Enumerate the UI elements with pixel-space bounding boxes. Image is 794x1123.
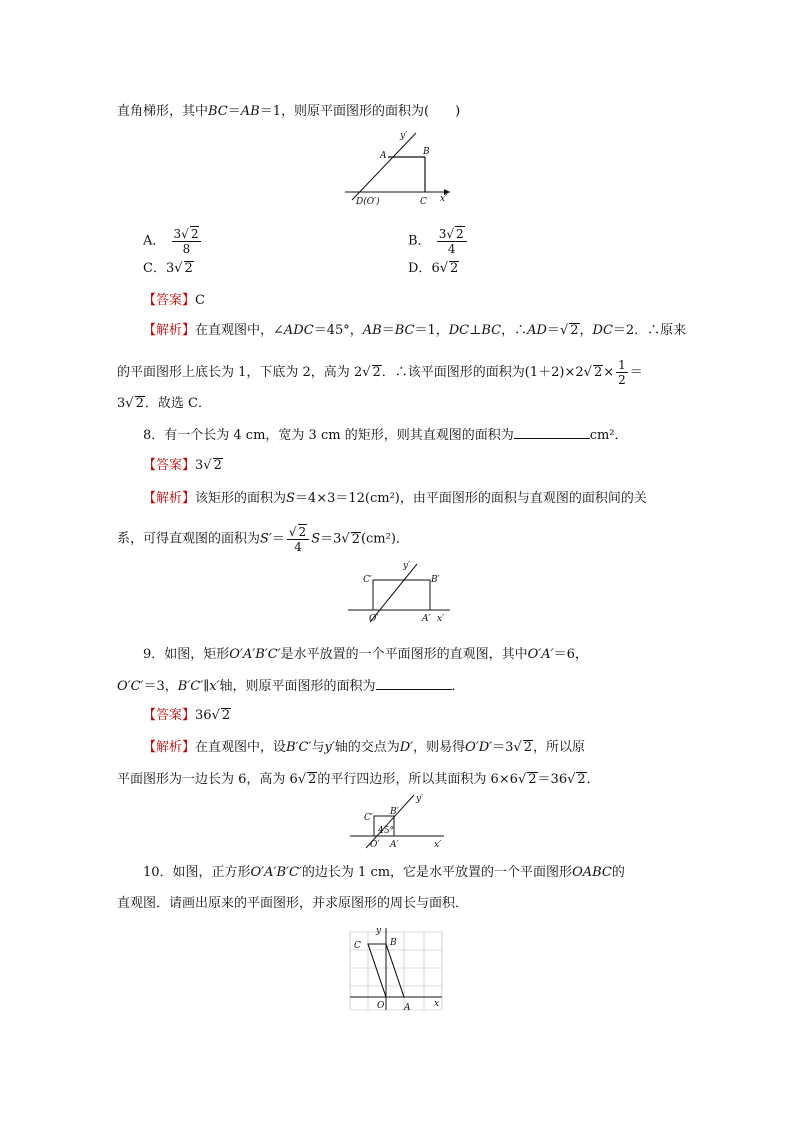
axis-label-y: y′ — [416, 794, 424, 804]
var: O′D′ — [465, 740, 493, 755]
point-label-b: B — [423, 147, 430, 157]
axis-label-x: x′ — [437, 614, 445, 624]
denominator: 2 — [618, 373, 626, 387]
point-label-a: A — [404, 1003, 411, 1013]
var: BC — [208, 104, 228, 119]
text: 3 — [117, 396, 126, 411]
coef: 36 — [195, 708, 212, 723]
coef: 3 — [173, 227, 182, 241]
q7-analysis-line2: 的平面图形上底长为 1，下底为 2，高为 2√ 2．∴该平面图形的面积为(1＋2)×2√ 2× $\frac{1}{2}$ ＝ — [117, 358, 643, 387]
text: ．故选 C． — [144, 396, 211, 411]
text: ⊥ — [469, 323, 482, 338]
figure-q10-original — [346, 924, 446, 1014]
coef: 3 — [195, 458, 204, 473]
text: 直角梯形，其中 — [117, 104, 209, 119]
answer-blank — [514, 426, 590, 439]
text: 轴的交点为 — [334, 740, 400, 755]
text: ＝36 — [537, 772, 568, 787]
text: ∥ — [203, 679, 210, 694]
var: B′C′ — [286, 740, 312, 755]
text: ＝1， — [414, 323, 449, 338]
point-label-a: A′ — [422, 614, 431, 624]
figure-q10-square — [348, 792, 448, 852]
radicand: 2 — [528, 772, 537, 787]
radicand: 2 — [308, 772, 317, 787]
radicand: 2 — [298, 525, 307, 539]
var: BC — [394, 323, 415, 338]
text: 与 — [311, 740, 325, 755]
option-label: A． — [143, 233, 166, 249]
q10-question-line1 — [143, 864, 625, 882]
text: 该矩形的面积为 — [195, 491, 287, 506]
q9-answer: 【答案】36√ 2 — [143, 708, 231, 723]
radicand: 2 — [456, 227, 464, 241]
text: 的平面图形上底长为 1，下底为 2，高为 2 — [117, 365, 363, 380]
radicand: 2 — [351, 531, 360, 547]
answer-tag: 【答案】 — [143, 708, 196, 723]
q8-analysis-line2: 系，可得直观图的面积为S′＝ $\frac{√ 2}{4}$ S＝3√ 2(cm²)． — [117, 525, 409, 554]
var: O′A′B′C′ — [229, 647, 281, 662]
var: S — [286, 491, 295, 506]
text: 10．如图，正方形 — [143, 865, 251, 880]
var: O′A′ — [527, 647, 554, 662]
option-a — [143, 226, 203, 256]
denominator: 4 — [294, 540, 302, 554]
point-label-a: A — [380, 151, 387, 161]
q8-answer: 【答案】3√ 2 — [143, 458, 222, 473]
point-label-d: D(O′) — [356, 197, 380, 207]
q7-analysis-line1: 【解析】在直观图中，∠ADC＝45°，AB＝BC＝1，DC⊥BC，∴AD＝√ 2，DC＝2．∴原来 — [143, 323, 687, 338]
text: ＝3 — [320, 531, 342, 547]
text: 直观图．请画出原来的平面图形，并求原图形的周长与面积． — [117, 896, 469, 911]
var: y′ — [324, 740, 335, 755]
option-label: D． — [408, 261, 432, 276]
denominator: 4 — [447, 242, 456, 256]
axis-label-x: x — [434, 999, 440, 1009]
q9-question-line1 — [143, 646, 588, 664]
point-label-c: C′ — [363, 575, 372, 585]
coef: 3 — [165, 261, 175, 276]
axis-label-x: x′ — [440, 194, 448, 204]
axis-label-y: y′ — [400, 131, 408, 141]
radicand: 2 — [184, 261, 193, 276]
fraction: $\frac{3√ 2}{8}$ — [172, 226, 202, 256]
text: ＝ — [629, 365, 643, 380]
point-label-b: B′ — [390, 807, 399, 817]
q7-intro — [117, 103, 460, 121]
axis-label-y: y′ — [403, 561, 411, 571]
answer-tag: 【答案】 — [143, 293, 196, 308]
text: ＝2．∴原来 — [612, 323, 687, 338]
var: O′A′B′C′ — [250, 865, 302, 880]
var: S′ — [260, 531, 272, 547]
coef: 3 — [438, 227, 447, 241]
radicand: 2 — [593, 365, 603, 380]
text: ． — [451, 679, 465, 694]
analysis-tag: 【解析】 — [143, 740, 196, 755]
text: 的 — [611, 865, 625, 880]
text: × — [603, 365, 615, 380]
figure-q9 — [345, 560, 455, 628]
text: ＝ — [381, 323, 395, 338]
text: ， — [579, 323, 593, 338]
text: 的平行四边形，所以其面积为 6×6 — [317, 772, 518, 787]
text: 平面图形为一边长为 6，高为 6 — [117, 772, 298, 787]
fraction: $\frac{3√ 2}{4}$ — [437, 226, 467, 256]
answer-blank — [376, 677, 452, 690]
radicand: 2 — [190, 227, 199, 241]
option-c: C．3√ 2 — [143, 261, 193, 276]
q9-analysis-line1: 【解析】在直观图中，设B′C′与y′轴的交点为D′，则易得O′D′＝3√ 2，所以原 — [143, 740, 586, 755]
text: ＝ — [546, 323, 560, 338]
text: ＝ — [227, 104, 241, 119]
point-label-c: C′ — [364, 813, 373, 823]
option-label: B． — [408, 233, 431, 249]
q8-analysis-line1 — [143, 490, 647, 508]
q9-question-line2 — [117, 677, 465, 696]
q8-question — [143, 426, 628, 445]
text: 在直观图中，设 — [195, 740, 287, 755]
text: 是水平放置的一个平面图形的直观图，其中 — [280, 647, 528, 662]
var: DC — [448, 323, 470, 338]
point-label-c: C — [354, 941, 361, 951]
text: ． — [586, 772, 600, 787]
radicand: 2 — [372, 365, 381, 380]
denominator: 8 — [182, 242, 191, 256]
radicand: 2 — [135, 396, 144, 411]
option-d: D．6√ 2 — [408, 261, 459, 276]
var: AD — [527, 323, 547, 338]
analysis-tag: 【解析】 — [143, 491, 196, 506]
text: ，∴ — [501, 323, 528, 338]
text: ．∴该平面图形的面积为(1＋2)×2 — [381, 365, 584, 380]
text: 9．如图，矩形 — [143, 647, 230, 662]
text: ＝1，则原平面图形的面积为( ) — [259, 104, 461, 119]
answer-value: C — [195, 293, 205, 308]
var: O′C′ — [117, 679, 144, 694]
point-label-o: O′ — [370, 840, 380, 850]
text: 轴，则原平面图形的面积为 — [219, 679, 376, 694]
text: (cm²)． — [360, 531, 409, 547]
point-label-o: O — [377, 1001, 385, 1011]
fraction: $\frac{√ 2}{4}$ — [287, 524, 309, 554]
option-b — [408, 226, 469, 256]
q9-analysis-line2: 平面图形为一边长为 6，高为 6√ 2的平行四边形，所以其面积为 6×6√ 2＝36√ 2． — [117, 772, 600, 787]
coef: 6 — [431, 261, 440, 276]
text: ＝4×3＝12(cm²)，由平面图形的面积与直观图的面积间的关 — [294, 491, 647, 506]
radicand: 2 — [450, 261, 459, 276]
text: 8．有一个长为 4 cm，宽为 3 cm 的矩形，则其直观图的面积为 — [143, 428, 514, 443]
radicand: 2 — [577, 772, 586, 787]
var: B′C′ — [177, 679, 204, 694]
axis-label-x: x′ — [434, 840, 442, 850]
q7-analysis-line3: 3√ 2．故选 C． — [117, 396, 211, 411]
text: cm²． — [589, 428, 628, 443]
point-label-o: O′ — [369, 614, 379, 624]
var: AB — [240, 104, 260, 119]
text: 系，可得直观图的面积为 — [117, 531, 261, 547]
point-label-b: B — [390, 938, 397, 948]
text: ＝45°， — [313, 323, 363, 338]
radicand: 2 — [523, 740, 532, 755]
var: D′ — [399, 740, 414, 755]
text: 的边长为 1 cm，它是水平放置的一个平面图形 — [301, 865, 573, 880]
var: S — [311, 531, 321, 547]
var: DC — [592, 323, 613, 338]
var: OABC — [572, 865, 612, 880]
var: ADC — [283, 323, 314, 338]
text: ，则易得 — [413, 740, 466, 755]
var: x′ — [209, 679, 220, 694]
analysis-tag: 【解析】 — [143, 323, 196, 338]
text: ＝6， — [553, 647, 588, 662]
radicand: 2 — [213, 458, 222, 473]
figure-q7 — [340, 128, 460, 208]
text: ＝ — [271, 531, 285, 547]
q7-answer — [143, 292, 205, 310]
option-label: C． — [143, 261, 166, 276]
angle-label: 45° — [378, 826, 394, 836]
q10-question-line2 — [117, 895, 468, 913]
text: 在直观图中，∠ — [195, 323, 284, 338]
text: ＝3， — [143, 679, 178, 694]
numerator: 1 — [618, 358, 626, 372]
var: AB — [362, 323, 382, 338]
radicand: 2 — [570, 323, 579, 338]
answer-tag: 【答案】 — [143, 458, 196, 473]
fraction — [616, 358, 628, 387]
text: ，所以原 — [533, 740, 586, 755]
radicand: 2 — [221, 708, 231, 723]
axis-label-y: y — [376, 926, 382, 936]
var: BC — [481, 323, 502, 338]
text: ＝3 — [492, 740, 514, 755]
point-label-a: A′ — [390, 840, 399, 850]
point-label-c: C — [420, 197, 427, 207]
point-label-b: B′ — [431, 575, 440, 585]
